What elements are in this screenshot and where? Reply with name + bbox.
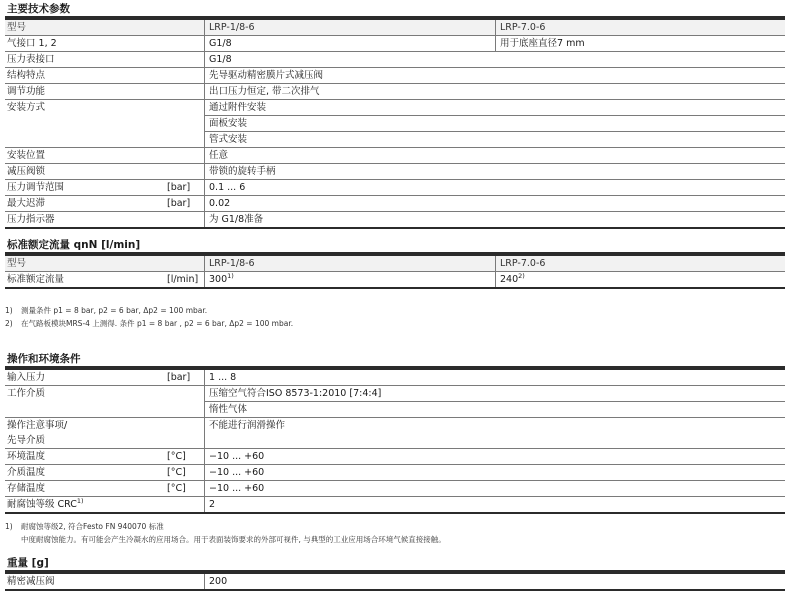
row-label: 环境温度 <box>7 451 46 462</box>
row-label: 压力指示器 <box>5 212 205 227</box>
row-label <box>5 497 205 512</box>
specs-header-row <box>5 20 785 36</box>
row-label: 精密减压阀 <box>5 574 205 589</box>
table-row <box>5 148 785 164</box>
specs-section <box>5 2 785 229</box>
row-label-line: 操作注意事项/ <box>7 420 68 431</box>
row-value: 2 <box>209 499 216 510</box>
row-unit: [bar] <box>165 196 205 211</box>
row-unit: [l/min] <box>165 272 205 287</box>
table-row <box>5 370 785 386</box>
row-value-list <box>205 386 785 417</box>
row-label: 安装方式 <box>5 100 205 147</box>
flow-value-1: 300 <box>209 274 228 285</box>
row-value: 压缩空气符合ISO 8573-1:2010 [7:4:4] <box>205 386 785 402</box>
table-row <box>5 418 785 449</box>
table-row <box>5 465 785 481</box>
row-label: 减压阀锁 <box>5 164 205 179</box>
table-row <box>5 574 785 591</box>
row-value: 通过附件安装 <box>205 100 785 116</box>
row-label: 压力调节范围 <box>7 182 65 193</box>
footnote-text: 在气路板模块MRS-4 上测得. 条件 p1 = 8 bar , p2 = 6 bar, Δp2 = 100 mbar. <box>21 319 294 328</box>
row-unit: [bar] <box>165 180 205 195</box>
row-value: 0.1 ... 6 <box>209 182 246 193</box>
footnote <box>5 304 785 317</box>
footnote-ref: 2) <box>518 272 525 280</box>
row-label: 存储温度 <box>7 483 46 494</box>
row-value <box>205 272 496 287</box>
table-row <box>5 52 785 68</box>
footnote-number: 1) <box>5 306 13 315</box>
row-unit: [°C] <box>165 465 205 480</box>
row-value: −10 ... +60 <box>209 483 265 494</box>
table-row <box>5 196 785 212</box>
row-unit: [bar] <box>165 370 205 385</box>
row-label: 气接口 1, 2 <box>5 36 205 51</box>
flow-title: 标准额定流量 qnN [l/min] <box>7 239 141 251</box>
table-row <box>5 272 785 289</box>
table-row <box>5 36 785 52</box>
row-value: 带锁的旋转手柄 <box>209 166 276 177</box>
row-value: G1/8 <box>209 54 232 65</box>
footnote-ref: 1) <box>76 497 84 505</box>
footnote-number: 1) <box>5 522 13 531</box>
table-row <box>5 84 785 100</box>
row-value: 用于底座直径7 mm <box>500 38 585 49</box>
row-value: 任意 <box>209 150 229 161</box>
table-row <box>5 164 785 180</box>
env-section <box>5 352 785 514</box>
flow-header-row <box>5 256 785 272</box>
flow-value-2: 240 <box>500 274 519 285</box>
footnote <box>5 533 785 546</box>
header-label: 型号 <box>5 256 205 271</box>
table-row <box>5 481 785 497</box>
row-value: 200 <box>209 576 228 587</box>
footnote-text: 耐腐蚀等级2, 符合Festo FN 940070 标准 <box>21 522 164 531</box>
table-row <box>5 497 785 514</box>
table-row <box>5 68 785 84</box>
weight-title: 重量 [g] <box>7 557 49 569</box>
table-row <box>5 212 785 229</box>
row-label: 调节功能 <box>5 84 205 99</box>
footnote-text: 测量条件 p1 = 8 bar, p2 = 6 bar, Δp2 = 100 mbar. <box>21 306 208 315</box>
row-value: 出口压力恒定, 带二次排气 <box>209 86 320 97</box>
footnote <box>5 317 785 330</box>
footnote <box>5 520 785 533</box>
env-title: 操作和环境条件 <box>7 353 81 365</box>
row-value: 不能进行润滑操作 <box>209 420 286 431</box>
row-unit: [°C] <box>165 449 205 464</box>
row-label: 结构特点 <box>5 68 205 83</box>
row-value: 1 ... 8 <box>209 372 237 383</box>
table-row <box>5 100 785 148</box>
header-model-2: LRP-7.0-6 <box>500 22 546 33</box>
table-row <box>5 386 785 418</box>
footnote-number <box>5 533 21 546</box>
row-label <box>5 418 205 448</box>
row-label: 介质温度 <box>7 467 46 478</box>
weight-section <box>5 556 785 591</box>
table-row <box>5 449 785 465</box>
row-value: G1/8 <box>205 36 496 51</box>
row-label-text: 耐腐蚀等级 CRC <box>7 499 77 510</box>
header-model-2: LRP-7.0-6 <box>500 258 546 269</box>
row-value: 面板安装 <box>205 116 785 132</box>
footnote-text: 中度耐腐蚀能力。有可能会产生冷凝水的应用场合。用于表面装饰要求的外部可视件, 与典型的工业应用场合环境气候直接接触。 <box>21 535 446 544</box>
row-unit: [°C] <box>165 481 205 496</box>
row-label: 输入压力 <box>7 372 46 383</box>
table-row <box>5 180 785 196</box>
row-value: 0.02 <box>209 198 231 209</box>
row-label: 压力表接口 <box>5 52 205 67</box>
row-label: 标准额定流量 <box>7 274 65 285</box>
flow-notes <box>5 304 785 330</box>
flow-section <box>5 238 785 289</box>
row-value: 为 G1/8准备 <box>209 214 264 225</box>
header-model-1: LRP-1/8-6 <box>205 20 496 35</box>
header-label: 型号 <box>5 20 205 35</box>
specs-title: 主要技术参数 <box>7 3 70 15</box>
row-value <box>496 272 785 287</box>
row-value: 惰性气体 <box>209 404 248 415</box>
row-value: −10 ... +60 <box>209 467 265 478</box>
header-model-1: LRP-1/8-6 <box>205 256 496 271</box>
row-value: 先导驱动精密膜片式减压阀 <box>209 70 324 81</box>
row-label: 安装位置 <box>5 148 205 163</box>
row-value: 管式安装 <box>209 134 248 145</box>
footnote-ref: 1) <box>227 272 234 280</box>
row-label: 工作介质 <box>5 386 205 417</box>
row-value: −10 ... +60 <box>209 451 265 462</box>
footnote-number: 2) <box>5 319 13 328</box>
row-label: 最大迟滞 <box>7 198 46 209</box>
env-notes <box>5 520 785 546</box>
row-label-line: 先导介质 <box>7 435 46 446</box>
row-value-list <box>205 100 785 147</box>
